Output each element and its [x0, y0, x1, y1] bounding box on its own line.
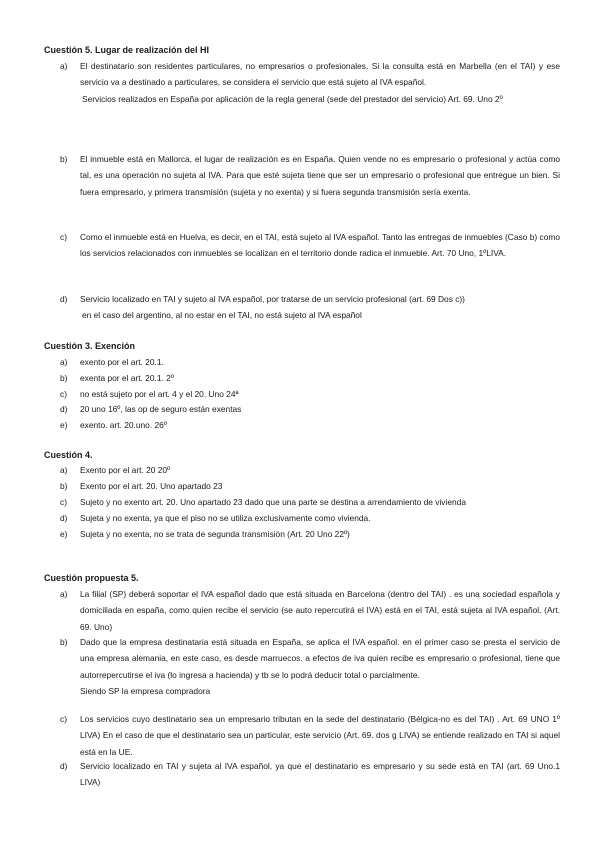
section-heading-cuestion-4: Cuestión 4. — [44, 450, 93, 460]
list-item — [60, 386, 560, 402]
list-marker: c) — [60, 497, 67, 507]
list-marker: b) — [60, 481, 68, 491]
list-item — [60, 711, 560, 760]
list-item-note: Servicios realizados en España por aplicación de la regla general (sede del prestador del servicio) Art. 69. Uno 2º — [82, 93, 503, 104]
list-item-text: Como el inmueble está en Huelva, es decir, en el TAI, está sujeto al IVA español. Tanto las entregas de inmuebles (Caso b) como los servicios relacionados con inmuebles se localizan en el territorio donde radica el inmueble. Art. 70 Uno, 1ºLIVA. — [80, 232, 560, 259]
list-marker: e) — [60, 529, 68, 539]
list-item — [60, 478, 560, 494]
list-item-text: exenta por el art. 20.1. 2º — [80, 373, 174, 383]
list-marker: d) — [60, 404, 68, 414]
list-item-text: 20 uno 16º, las op de seguro están exentas — [80, 404, 242, 414]
list-item-text: Sujeta y no exenta, no se trata de segunda transmisión (Art. 20 Uno 22º) — [80, 529, 350, 539]
list-item — [60, 58, 560, 107]
list-item-text: Los servicios cuyo destinatario sea un empresario tributan en la sede del destinatario (Bélgica-no es del TAI) . Art. 69 UNO 1º LIVA) En el caso de que el destinatario sea un particular, este servicio (Art. 69. dos g LIVA) se entiende realizado en TAI si aquel está en la UE. — [80, 714, 560, 757]
list-marker: b) — [60, 373, 68, 383]
section-heading-cuestion-5: Cuestión 5. Lugar de realización del HI — [44, 45, 210, 55]
list-item — [60, 370, 560, 386]
list-item — [60, 634, 560, 700]
list-item — [60, 354, 560, 370]
list-item-text: Exento por el art. 20. Uno apartado 23 — [80, 481, 223, 491]
list-item — [60, 291, 560, 324]
list-item-note: en el caso del argentino, al no estar en el TAI, no está sujeto al IVA español — [82, 310, 362, 321]
list-item-text: Sujeto y no exento art. 20. Uno apartado 23 dado que una parte se destina a arrendamiento de vivienda — [80, 497, 466, 507]
list-item-text: no está sujeto por el art. 4 y el 20. Uno 24ª — [80, 389, 239, 399]
list-item-text: El destinatario son residentes particulares, no empresarios o profesionales. Si la consulta está en Marbella (en el TAI) y ese servicio va a destinado a particulares, se considera el servicio que está sujeto al IVA español. — [80, 61, 560, 88]
list-item-text: Dado que la empresa destinataria está situada en España, se aplica el IVA español. en el primer caso se presta el servicio de una empresa alemania, en este caso, es desde marruecos. a efectos de iva quien recibe es empresario o profesional, tiene que autorrepercutirse el iva (lo ingresa a hacienda) y tb se lo podrá deducir total o parcialmente. — [80, 637, 560, 680]
section-heading-cuestion-3: Cuestión 3. Exención — [44, 341, 136, 351]
list-item — [60, 462, 560, 478]
list-marker: b) — [60, 637, 68, 647]
list-marker: d) — [60, 761, 68, 771]
list-marker: c) — [60, 389, 67, 399]
list-item — [60, 401, 560, 417]
list-marker: a) — [60, 61, 68, 71]
list-marker: a) — [60, 589, 68, 599]
list-item-note: Siendo SP la empresa compradora — [80, 686, 211, 697]
list-marker: d) — [60, 513, 68, 523]
list-item-text: El inmueble está en Mallorca, el lugar de realización es en España. Quien vende no es empresario o profesional y actúa como tal, es una operación no sujeta al IVA. Para que esté sujeta tiene que ser un empresario o profesional que entregue un bien. Si fuera empresario, y primera transmisión (sujeta y no exenta) y si fuera segunda transmisión sería exenta. — [80, 154, 560, 197]
list-item — [60, 526, 560, 542]
list-marker: b) — [60, 154, 68, 164]
list-marker: a) — [60, 357, 68, 367]
list-item — [60, 151, 560, 200]
section-heading-cuestion-propuesta-5: Cuestión propuesta 5. — [44, 573, 139, 583]
list-item — [60, 758, 560, 791]
list-marker: e) — [60, 420, 68, 430]
list-item-text: Sujeta y no exenta, ya que el piso no se utiliza exclusivamente como vivienda. — [80, 513, 371, 523]
list-item-text: exento por el art. 20.1. — [80, 357, 164, 367]
list-marker: d) — [60, 294, 68, 304]
list-item — [60, 586, 560, 635]
list-item — [60, 510, 560, 526]
list-marker: c) — [60, 232, 67, 242]
list-item — [60, 417, 560, 433]
list-item — [60, 494, 560, 510]
list-item-text: Servicio localizado en TAI y sujeto al IVA español, por tratarse de un servicio profesional (art. 69 Dos c)) — [80, 294, 465, 304]
list-item-text: Servicio localizado en TAI y sujeta al IVA español, ya que el destinatario es empresario y su sede está en TAI (art. 69 Uno.1 LIVA) — [80, 761, 560, 788]
list-item-text: exento. art. 20.uno. 26º — [80, 420, 167, 430]
list-item-text: La filial (SP) deberá soportar el IVA español dado que está situada en Barcelona (dentro del TAI) . es una sociedad española y domiciliada en españa, como quien recibe el servicio (se auto repercutirá el IVA) está en el TAI, está sujeta al IVA español. (Art. 69. Uno) — [80, 589, 560, 632]
list-marker: a) — [60, 465, 68, 475]
list-item-text: Exento por el art. 20 20º — [80, 465, 171, 475]
list-marker: c) — [60, 714, 67, 724]
list-item — [60, 229, 560, 262]
